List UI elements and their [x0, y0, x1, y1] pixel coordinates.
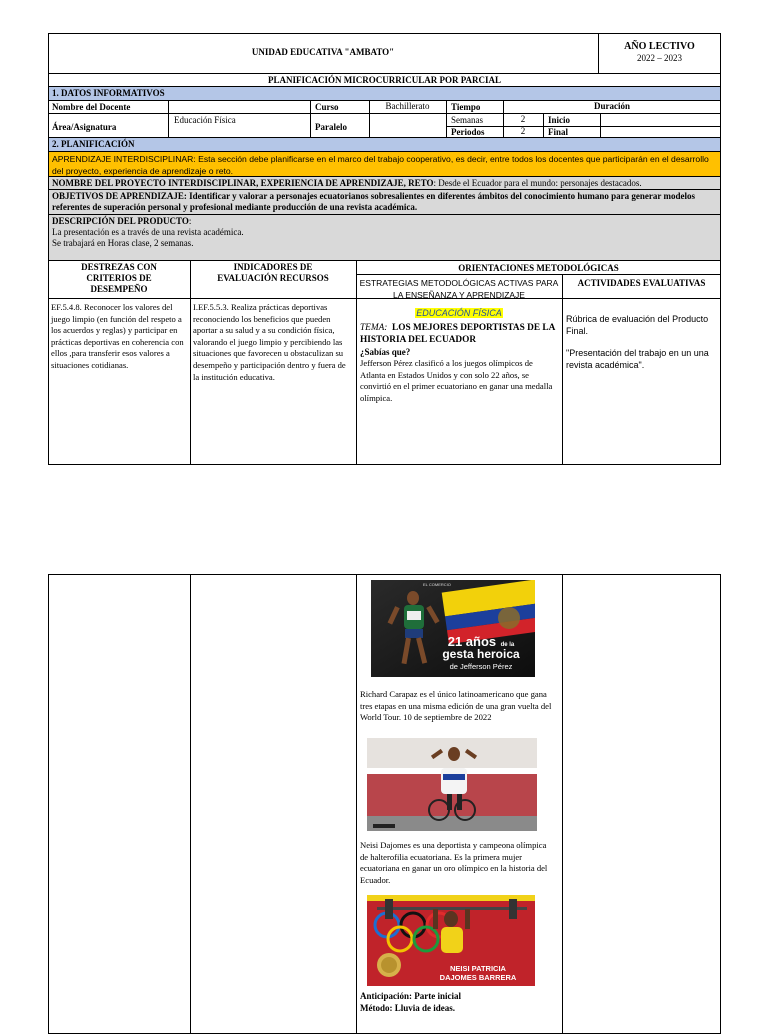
descripcion-row: DESCRIPCIÓN DEL PRODUCTO: La presentación es a través de una revista académica. Se trabajará en Horas clase, 2 semanas. [48, 214, 721, 261]
main-header-line-1 [356, 274, 721, 275]
eval-presentacion: "Presentación del trabajo en un una revista académica". [566, 348, 709, 370]
jefferson-text: Jefferson Pérez clasificó a los juegos olímpicos de Atlanta en Estados Unidos y con solo 22 años, se convirtió en el primer ecuatoriano en ganar una medalla olímpica. [360, 358, 553, 403]
subject-tag [358, 303, 560, 321]
carapaz-text: Richard Carapaz es el único latinoamericano que gana tres etapas en una misma edición de una gran vuelta del World Tour. 10 de septiembre de 2022 [360, 689, 552, 723]
semanas-label: Semanas [451, 115, 483, 125]
eval-rubrica: Rúbrica de evaluación del Producto Final. [566, 314, 709, 336]
jefferson-perez-photo [371, 580, 535, 677]
proyecto-label: NOMBRE DEL PROYECTO INTERDISCIPLINAR, EXPERIENCIA DE APRENDIZAJE, RETO [52, 178, 434, 188]
datos-col-line-1 [168, 100, 169, 138]
tema-value: LOS MEJORES DEPORTISTAS DE LA HISTORIA DEL ECUADOR [360, 323, 555, 345]
proyecto-value: : Desde el Ecuador para el mundo: personajes destacados. [433, 178, 642, 188]
descripcion-line2: Se trabajará en Horas clase, 2 semanas. [52, 238, 194, 248]
dajomes-photo [367, 895, 535, 986]
curso-value: Bachillerato [385, 101, 430, 111]
tema-label: TEMA: [360, 323, 388, 333]
cont-col-line-3 [562, 574, 563, 1034]
destreza-text: EF.5.4.8. Reconocer los valores del juego limpio (en función del respeto a los acuerdos y reglas) y participar en prácticas deportivas en coherencia con ellos ,para transferir esos valores a situaciones cotidianas. [51, 302, 184, 370]
section-datos-title: 1. DATOS INFORMATIVOS [48, 86, 721, 101]
col-destrezas-header: DESTREZAS CON CRITERIOS DE DESEMPEÑO [81, 262, 157, 294]
objetivos-label: OBJETIVOS DE APRENDIZAJE [52, 191, 184, 201]
img3-name2: DAJOMES BARRERA [439, 973, 517, 982]
docente-label: Nombre del Docente [52, 102, 131, 112]
dajomes-text: Neisi Dajomes es una deportista y campeona olímpica de halterofilia ecuatoriana. Es la primera mujer ecuatoriana en ganar un oro olímpico en la historia del Ecuador. [360, 840, 548, 885]
carapaz-photo-graphic [367, 738, 537, 831]
section-planificacion-title: 2. PLANIFICACIÓN [48, 137, 721, 152]
curso-label: Curso [315, 102, 339, 112]
img1-caption-line3: de Jefferson Pérez [449, 662, 513, 671]
carapaz-photo [367, 738, 537, 831]
final-label: Final [548, 127, 569, 137]
indicador-text: I.EF.5.5.3. Realiza prácticas deportivas reconociendo los beneficios que pueden aportar a su salud y a su condición física, valorando el juego limpio y percibiendo las situaciones que favorecen u obstaculizan su desempeño y participación dentro y fuera de la institución educativa. [193, 302, 346, 382]
interdisciplinar-note: APRENDIZAJE INTERDISCIPLINAR: Esta sección debe planificarse en el marco del trabajo cooperativo, es decir, entre todos los docentes que participarán en el desarrollo del proyecto, experiencia de aprendizaje o reto. [48, 151, 721, 177]
descripcion-line1: La presentación es a través de una revista académica. [52, 227, 244, 237]
img1-top-caption: EL COMERCIO [423, 582, 451, 587]
descripcion-label: DESCRIPCIÓN DEL PRODUCTO [52, 216, 189, 226]
metodo-text: Método: Lluvia de ideas. [360, 1003, 456, 1013]
main-col-line-3 [562, 274, 563, 465]
col-actividades-header: ACTIVIDADES EVALUATIVAS [577, 278, 706, 288]
subject-tag-text: EDUCACIÓN FÍSICA [416, 308, 502, 318]
plan-title: PLANIFICACIÓN MICROCURRICULAR POR PARCIAL [48, 73, 721, 87]
img1-caption-line2: gesta heroica [442, 647, 520, 661]
periodos-value: 2 [520, 126, 526, 136]
cont-col-line-2 [356, 574, 357, 1034]
area-label: Área/Asignatura [52, 122, 117, 132]
duracion-label: Duración [594, 101, 630, 111]
paralelo-label: Paralelo [315, 122, 347, 132]
objetivos-row [48, 189, 721, 215]
area-value: Educación Física [174, 115, 236, 125]
sabias-label: ¿Sabías que? [360, 347, 411, 357]
col-indicadores-header: INDICADORES DE EVALUACIÓN RECURSOS [217, 262, 329, 283]
img1-big: 21 años [447, 634, 497, 649]
datos-col-line-2 [310, 100, 311, 138]
main-col-line-1 [190, 260, 191, 465]
proyecto-row [48, 176, 721, 190]
col-estrategias-header: ESTRATEGIAS METODOLÓGICAS ACTIVAS PARA LA ENSEÑANZA Y APRENDIZAJE [359, 278, 559, 300]
tiempo-label: Tiempo [451, 102, 481, 112]
inicio-label: Inicio [548, 115, 571, 125]
school-year-label: AÑO LECTIVO [624, 41, 695, 52]
periodos-label: Periodos [451, 127, 485, 137]
cont-col-line-1 [190, 574, 191, 1034]
main-col-line-2 [356, 260, 357, 465]
datos-col-line-4 [446, 100, 447, 138]
img1-small: de la [500, 642, 515, 648]
orientaciones-header: ORIENTACIONES METODOLÓGICAS [458, 263, 619, 273]
school-name: UNIDAD EDUCATIVA "AMBATO" [251, 47, 395, 57]
anticipacion-text: Anticipación: Parte inicial [360, 991, 461, 1001]
img3-name1: NEISI PATRICIA [450, 964, 506, 973]
tema-block [360, 323, 556, 346]
school-year-value: 2022 – 2023 [637, 53, 682, 63]
objetivos-value: : Identificar y valorar a personajes ecuatorianos sobresalientes en diferentes ámbitos del conocimiento humano para generar modelos referentes de superación personal y profesional mediante producción de una revista académica. [52, 191, 695, 212]
semanas-value: 2 [520, 114, 526, 124]
